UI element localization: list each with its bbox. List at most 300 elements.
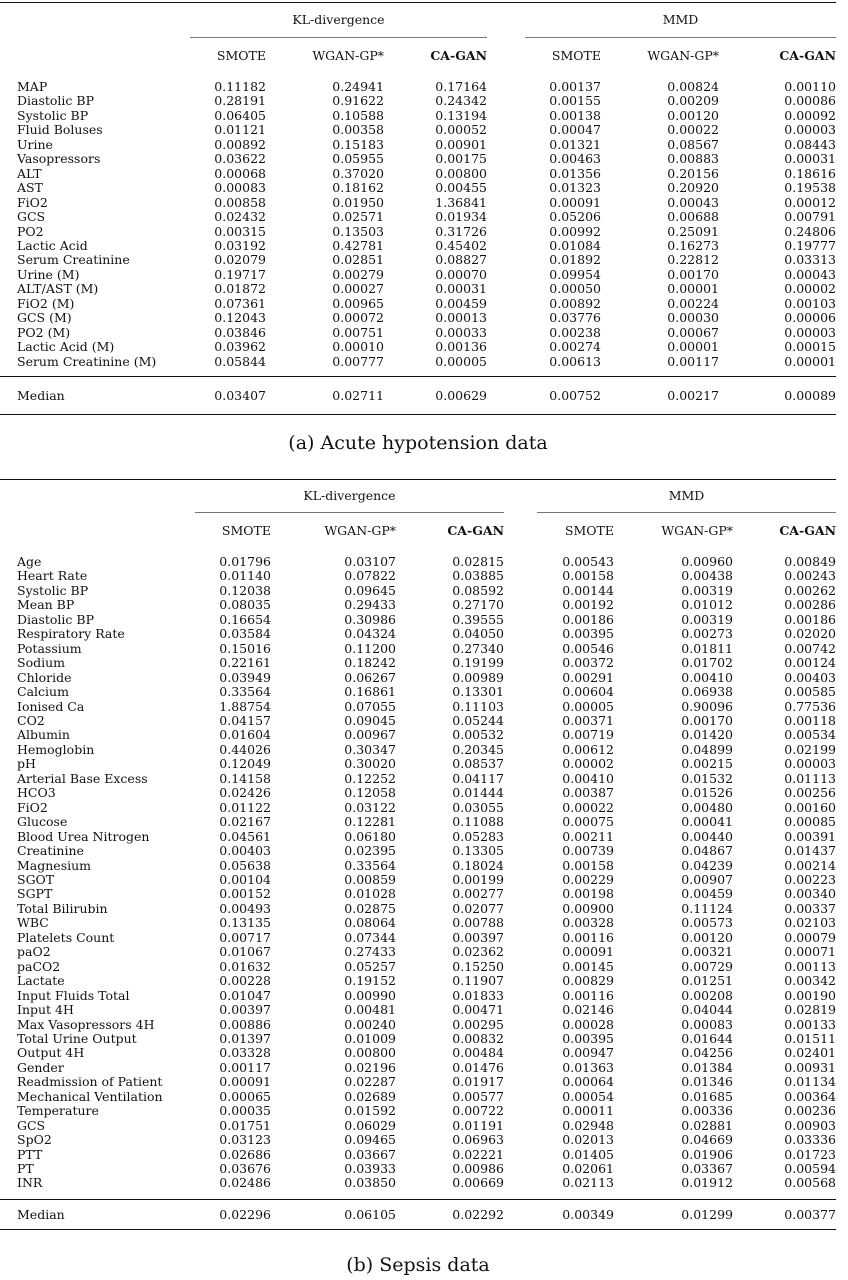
value-cell: 0.00022	[667, 123, 719, 138]
value-cell: 0.04256	[681, 1046, 733, 1061]
value-cell: 0.00585	[784, 685, 836, 700]
table-row	[0, 815, 836, 829]
value-cell: 0.03949	[219, 670, 271, 685]
value-cell: 0.00901	[435, 137, 487, 152]
value-cell: 0.05955	[332, 152, 384, 167]
value-cell: 0.00397	[452, 930, 504, 945]
value-cell: 0.25091	[667, 224, 719, 239]
value-cell: 0.13194	[435, 108, 487, 123]
row-label: SGPT	[17, 887, 53, 902]
value-cell: 0.00629	[384, 377, 487, 415]
value-cell: 0.00144	[562, 583, 614, 598]
value-cell: 0.00824	[667, 80, 719, 94]
value-cell: 0.00211	[562, 829, 614, 844]
value-cell: 0.00729	[681, 959, 733, 974]
value-cell: 0.00277	[452, 887, 504, 902]
value-cell: 0.00256	[784, 786, 836, 801]
value-cell: 0.00459	[435, 296, 487, 311]
value-cell: 0.16273	[667, 238, 719, 253]
value-cell: 0.05638	[219, 858, 271, 873]
table-row	[0, 989, 836, 1003]
value-cell: 0.00186	[784, 612, 836, 627]
value-cell: 0.12252	[344, 771, 396, 786]
value-cell: 0.33564	[219, 685, 271, 700]
value-cell: 0.05257	[344, 959, 396, 974]
value-cell: 0.00120	[681, 930, 733, 945]
value-cell: 0.00138	[549, 108, 601, 123]
value-cell: 0.12058	[344, 786, 396, 801]
table-row	[0, 1075, 836, 1089]
row-label: Blood Urea Nitrogen	[17, 829, 150, 844]
value-cell: 0.12038	[219, 583, 271, 598]
value-cell: 0.01685	[681, 1089, 733, 1104]
row-label: Systolic BP	[17, 108, 89, 123]
value-cell: 0.00136	[435, 340, 487, 355]
value-cell: 1.88754	[219, 699, 271, 714]
value-cell: 0.02881	[681, 1118, 733, 1133]
row-label: Serum Creatinine (M)	[17, 354, 157, 369]
value-cell: 0.02221	[452, 1147, 504, 1162]
row-label: Systolic BP	[17, 583, 89, 598]
value-cell: 0.02401	[784, 1046, 836, 1061]
row-label: HCO3	[17, 786, 56, 801]
value-cell: 0.00110	[784, 80, 836, 94]
value-cell: 0.19777	[784, 238, 836, 253]
value-cell: 0.00342	[784, 974, 836, 989]
value-cell: 0.02296	[195, 1199, 271, 1229]
value-cell: 0.13503	[332, 224, 384, 239]
value-cell: 0.00410	[681, 670, 733, 685]
table-row	[0, 728, 836, 742]
row-label: SpO2	[17, 1133, 52, 1148]
value-cell: 0.01796	[219, 555, 271, 569]
value-cell: 0.00546	[562, 641, 614, 656]
value-cell: 0.02875	[344, 901, 396, 916]
table-row	[0, 355, 836, 369]
value-cell: 0.30347	[344, 742, 396, 757]
table-row	[0, 138, 836, 152]
row-label: Sodium	[17, 656, 65, 671]
value-cell: 0.91622	[332, 94, 384, 109]
row-label: paO2	[17, 945, 51, 960]
table-row	[0, 1003, 836, 1017]
value-cell: 0.01084	[549, 238, 601, 253]
value-cell: 0.16861	[344, 685, 396, 700]
value-cell: 0.00224	[667, 296, 719, 311]
value-cell: 0.00900	[562, 901, 614, 916]
table-row	[0, 282, 836, 296]
table-row	[0, 887, 836, 901]
value-cell: 0.00459	[681, 887, 733, 902]
table-row	[0, 1119, 836, 1133]
row-label: GCS	[17, 210, 46, 225]
mmd-header: MMD	[525, 3, 836, 37]
table-row	[0, 80, 836, 94]
value-cell: 0.00791	[784, 210, 836, 225]
value-cell: 0.18616	[784, 166, 836, 181]
value-cell: 0.01191	[452, 1118, 504, 1133]
value-cell: 0.00091	[562, 945, 614, 960]
sepsis-rows	[0, 555, 836, 1191]
value-cell: 0.05244	[452, 713, 504, 728]
value-cell: 0.00064	[562, 1075, 614, 1090]
value-cell: 0.00158	[562, 858, 614, 873]
table-row	[0, 642, 836, 656]
value-cell: 0.29433	[344, 598, 396, 613]
value-cell: 0.00117	[667, 354, 719, 369]
value-cell: 0.00083	[214, 181, 266, 196]
value-cell: 0.00186	[562, 612, 614, 627]
value-cell: 0.06267	[344, 670, 396, 685]
table-row	[0, 123, 836, 137]
acute-hypotension-table	[0, 2, 836, 415]
value-cell: 0.28191	[214, 94, 266, 109]
value-cell: 0.13305	[452, 844, 504, 859]
row-label: Diastolic BP	[17, 612, 95, 627]
value-cell: 0.00883	[667, 152, 719, 167]
value-cell: 0.04561	[219, 829, 271, 844]
value-cell: 0.00800	[435, 166, 487, 181]
value-cell: 0.04669	[681, 1133, 733, 1148]
value-cell: 0.03107	[344, 555, 396, 569]
value-cell: 0.01009	[344, 1031, 396, 1046]
value-cell: 0.03122	[344, 800, 396, 815]
value-cell: 0.14158	[219, 771, 271, 786]
value-cell: 0.00859	[344, 872, 396, 887]
value-cell: 0.00116	[562, 988, 614, 1003]
value-cell: 0.00083	[681, 1017, 733, 1032]
table-row	[0, 960, 836, 974]
value-cell: 0.00931	[784, 1060, 836, 1075]
value-cell: 0.00047	[549, 123, 601, 138]
value-cell: 0.00228	[219, 974, 271, 989]
row-label: Input 4H	[17, 1003, 74, 1018]
row-label: Potassium	[17, 641, 82, 656]
value-cell: 0.00199	[452, 872, 504, 887]
value-cell: 0.01751	[219, 1118, 271, 1133]
value-cell: 0.00067	[667, 325, 719, 340]
value-cell: 0.00065	[219, 1089, 271, 1104]
value-cell: 0.00471	[452, 1003, 504, 1018]
value-cell: 0.02819	[784, 1003, 836, 1018]
value-cell: 0.02103	[784, 916, 836, 931]
value-cell: 0.01420	[681, 728, 733, 743]
value-cell: 0.02079	[214, 253, 266, 268]
value-cell: 0.00722	[452, 1104, 504, 1119]
value-cell: 0.00001	[667, 340, 719, 355]
caption-sepsis: (b) Sepsis data	[346, 1254, 490, 1276]
value-cell: 0.00170	[667, 267, 719, 282]
row-label: FiO2	[17, 800, 48, 815]
row-label: Ionised Ca	[17, 699, 85, 714]
value-cell: 0.06105	[271, 1199, 396, 1229]
value-cell: 0.03328	[219, 1046, 271, 1061]
value-cell: 0.09045	[344, 713, 396, 728]
value-cell: 0.00688	[667, 210, 719, 225]
row-label: SGOT	[17, 872, 55, 887]
value-cell: 0.00238	[549, 325, 601, 340]
value-cell: 0.01644	[681, 1031, 733, 1046]
table-row	[0, 1104, 836, 1118]
row-label: Hemoglobin	[17, 742, 95, 757]
value-cell: 0.07361	[214, 296, 266, 311]
value-cell: 0.03885	[452, 569, 504, 584]
table-row	[0, 181, 836, 195]
value-cell: 0.01047	[219, 988, 271, 1003]
row-label: Median	[0, 1199, 195, 1229]
value-cell: 0.22161	[219, 656, 271, 671]
value-cell: 0.00070	[435, 267, 487, 282]
value-cell: 0.00321	[681, 945, 733, 960]
value-cell: 0.12049	[219, 757, 271, 772]
value-cell: 0.06029	[344, 1118, 396, 1133]
value-cell: 0.00829	[562, 974, 614, 989]
value-cell: 0.00594	[784, 1162, 836, 1177]
sepsis-table	[0, 479, 836, 1230]
value-cell: 0.04050	[452, 627, 504, 642]
table-row	[0, 844, 836, 858]
value-cell: 0.00033	[435, 325, 487, 340]
table-row	[0, 225, 836, 239]
median-row	[0, 1199, 836, 1229]
value-cell: 0.13301	[452, 685, 504, 700]
value-cell: 0.20920	[667, 181, 719, 196]
value-cell: 0.03367	[681, 1162, 733, 1177]
value-cell: 0.01950	[332, 195, 384, 210]
value-cell: 0.00892	[214, 137, 266, 152]
table-row	[0, 1018, 836, 1032]
value-cell: 0.00986	[452, 1162, 504, 1177]
value-cell: 0.24342	[435, 94, 487, 109]
value-cell: 0.00229	[562, 872, 614, 887]
value-cell: 0.20345	[452, 742, 504, 757]
row-label: Median	[0, 377, 190, 415]
row-label: Creatinine	[17, 844, 84, 859]
value-cell: 0.00291	[562, 670, 614, 685]
value-cell: 0.00967	[344, 728, 396, 743]
value-cell: 0.00543	[562, 555, 614, 569]
value-cell: 0.00364	[784, 1089, 836, 1104]
row-label: Fluid Boluses	[17, 123, 103, 138]
value-cell: 0.00001	[784, 354, 836, 369]
col-header-wgan-gp: WGAN-GP*	[324, 522, 396, 538]
value-cell: 0.00120	[667, 108, 719, 123]
value-cell: 0.00012	[784, 195, 836, 210]
value-cell: 0.11200	[344, 641, 396, 656]
value-cell: 0.77536	[784, 699, 836, 714]
value-cell: 0.00113	[784, 959, 836, 974]
row-label: FiO2 (M)	[17, 296, 75, 311]
value-cell: 0.00319	[681, 583, 733, 598]
value-cell: 0.01122	[219, 800, 271, 815]
row-label: Input Fluids Total	[17, 988, 130, 1003]
value-cell: 0.00274	[549, 340, 601, 355]
value-cell: 0.00160	[784, 800, 836, 815]
value-cell: 0.00027	[332, 282, 384, 297]
value-cell: 0.00175	[435, 152, 487, 167]
value-cell: 0.15250	[452, 959, 504, 974]
row-label: Diastolic BP	[17, 94, 95, 109]
value-cell: 0.01356	[549, 166, 601, 181]
value-cell: 0.00071	[784, 945, 836, 960]
table-row	[0, 555, 836, 569]
row-label: PO2 (M)	[17, 325, 71, 340]
value-cell: 0.15016	[219, 641, 271, 656]
table-row	[0, 152, 836, 166]
value-cell: 0.00480	[681, 800, 733, 815]
value-cell: 0.00534	[784, 728, 836, 743]
table-row	[0, 598, 836, 612]
row-label: INR	[17, 1176, 43, 1191]
col-header-smote: SMOTE	[221, 522, 271, 538]
col-header-ca-gan: CA-GAN	[447, 522, 504, 538]
value-cell: 0.00438	[681, 569, 733, 584]
value-cell: 0.00965	[332, 296, 384, 311]
value-cell: 0.00002	[784, 282, 836, 297]
value-cell: 0.09954	[549, 267, 601, 282]
value-cell: 0.44026	[219, 742, 271, 757]
row-label: Platelets Count	[17, 930, 115, 945]
table-row	[0, 1032, 836, 1046]
row-label: Age	[17, 555, 42, 569]
value-cell: 0.00604	[562, 685, 614, 700]
value-cell: 0.19717	[214, 267, 266, 282]
value-cell: 0.11103	[452, 699, 504, 714]
value-cell: 0.30020	[344, 757, 396, 772]
row-label: CO2	[17, 713, 45, 728]
value-cell: 0.00788	[452, 916, 504, 931]
table-row	[0, 685, 836, 699]
value-cell: 0.02815	[452, 555, 504, 569]
row-label: Readmission of Patient	[17, 1075, 163, 1090]
value-cell: 0.00397	[219, 1003, 271, 1018]
value-cell: 0.00577	[452, 1089, 504, 1104]
value-cell: 0.01405	[562, 1147, 614, 1162]
table-row	[0, 1176, 836, 1190]
value-cell: 0.27170	[452, 598, 504, 613]
row-label: AST	[17, 181, 43, 196]
value-cell: 0.03622	[214, 152, 266, 167]
value-cell: 0.02395	[344, 844, 396, 859]
value-cell: 0.24806	[784, 224, 836, 239]
value-cell: 0.00286	[784, 598, 836, 613]
value-cell: 0.04867	[681, 844, 733, 859]
value-cell: 0.02362	[452, 945, 504, 960]
value-cell: 0.02113	[562, 1176, 614, 1191]
row-label: Output 4H	[17, 1046, 85, 1061]
value-cell: 0.03123	[219, 1133, 271, 1148]
value-cell: 0.08443	[784, 137, 836, 152]
row-label: Gender	[17, 1060, 64, 1075]
col-header-smote: SMOTE	[564, 522, 614, 538]
value-cell: 0.08064	[344, 916, 396, 931]
row-label: PO2	[17, 224, 44, 239]
value-cell: 0.07822	[344, 569, 396, 584]
value-cell: 0.00849	[784, 555, 836, 569]
value-cell: 0.00391	[784, 829, 836, 844]
value-cell: 0.00003	[784, 325, 836, 340]
value-cell: 0.09465	[344, 1133, 396, 1148]
value-cell: 0.00011	[562, 1104, 614, 1119]
col-header-smote: SMOTE	[216, 47, 266, 63]
value-cell: 0.00124	[784, 656, 836, 671]
table-row	[0, 974, 836, 988]
row-label: Heart Rate	[17, 569, 88, 584]
value-cell: 0.37020	[332, 166, 384, 181]
value-cell: 0.11088	[452, 815, 504, 830]
value-cell: 0.30986	[344, 612, 396, 627]
value-cell: 0.00028	[562, 1017, 614, 1032]
value-cell: 0.03667	[344, 1147, 396, 1162]
table-row	[0, 916, 836, 930]
value-cell: 0.00349	[537, 1199, 614, 1229]
table-row	[0, 109, 836, 123]
value-cell: 0.18162	[332, 181, 384, 196]
value-cell: 0.00006	[784, 311, 836, 326]
value-cell: 0.02061	[562, 1162, 614, 1177]
value-cell: 0.08827	[435, 253, 487, 268]
value-cell: 0.01397	[219, 1031, 271, 1046]
table-row	[0, 613, 836, 627]
value-cell: 0.05844	[214, 354, 266, 369]
value-cell: 0.00223	[784, 872, 836, 887]
value-cell: 0.02077	[452, 901, 504, 916]
value-cell: 0.00371	[562, 713, 614, 728]
value-cell: 0.18024	[452, 858, 504, 873]
value-cell: 0.01906	[681, 1147, 733, 1162]
value-cell: 0.00240	[344, 1017, 396, 1032]
value-cell: 0.00050	[549, 282, 601, 297]
row-label: PT	[17, 1162, 34, 1177]
value-cell: 0.03407	[190, 377, 266, 415]
value-cell: 0.03933	[344, 1162, 396, 1177]
row-label: Total Bilirubin	[17, 901, 108, 916]
value-cell: 0.00903	[784, 1118, 836, 1133]
table-row	[0, 830, 836, 844]
table-row	[0, 239, 836, 253]
table-row	[0, 700, 836, 714]
value-cell: 0.00116	[562, 930, 614, 945]
value-cell: 0.00089	[719, 377, 836, 415]
table-row	[0, 859, 836, 873]
value-cell: 0.00085	[784, 815, 836, 830]
value-cell: 0.00886	[219, 1017, 271, 1032]
value-cell: 0.00243	[784, 569, 836, 584]
row-label: Arterial Base Excess	[17, 771, 148, 786]
value-cell: 0.00145	[562, 959, 614, 974]
value-cell: 0.02486	[219, 1176, 271, 1191]
table-row	[0, 1162, 836, 1176]
value-cell: 0.00103	[784, 296, 836, 311]
value-cell: 0.00035	[219, 1104, 271, 1119]
value-cell: 0.00742	[784, 641, 836, 656]
caption-acute-hypotension: (a) Acute hypotension data	[288, 432, 548, 454]
value-cell: 0.08035	[219, 598, 271, 613]
table-row	[0, 253, 836, 267]
value-cell: 0.00072	[332, 311, 384, 326]
value-cell: 0.00892	[549, 296, 601, 311]
value-cell: 0.19538	[784, 181, 836, 196]
row-label: GCS	[17, 1118, 46, 1133]
value-cell: 0.00403	[219, 844, 271, 859]
value-cell: 0.01723	[784, 1147, 836, 1162]
value-cell: 0.00217	[601, 377, 719, 415]
value-cell: 0.00907	[681, 872, 733, 887]
value-cell: 0.00198	[562, 887, 614, 902]
value-cell: 0.01323	[549, 181, 601, 196]
value-cell: 0.00001	[667, 282, 719, 297]
table-row	[0, 1046, 836, 1060]
